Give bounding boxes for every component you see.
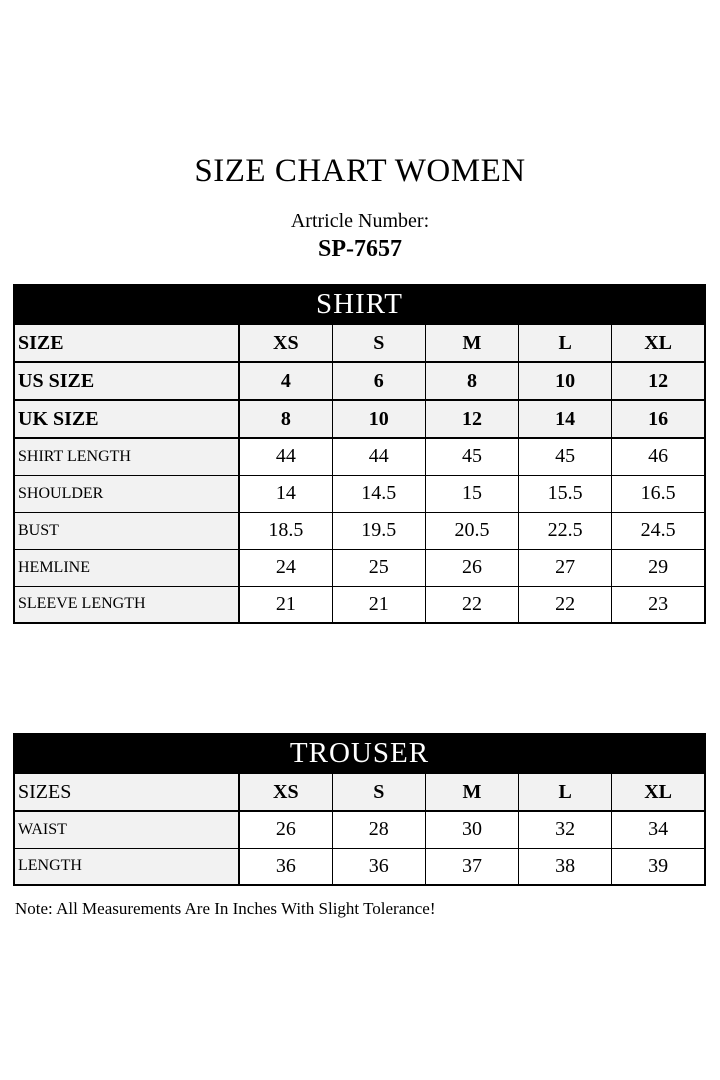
measurement-cell: 36 (239, 848, 332, 885)
size-cell: S (332, 773, 425, 811)
measurement-cell: 28 (332, 811, 425, 848)
measurement-cell: 29 (612, 549, 705, 586)
measurement-cell: 45 (425, 438, 518, 475)
measurement-cell: 22 (519, 586, 612, 623)
table-row (14, 475, 705, 512)
measurement-cell: 19.5 (332, 512, 425, 549)
row-label: SIZE (14, 324, 239, 362)
table-row (14, 811, 705, 848)
table-row (14, 400, 705, 438)
measurement-cell: 16.5 (612, 475, 705, 512)
measurement-cell: 39 (612, 848, 705, 885)
table-row (14, 848, 705, 885)
table-row (14, 438, 705, 475)
measurement-cell: 21 (332, 586, 425, 623)
size-cell: XS (239, 324, 332, 362)
table-row (14, 512, 705, 549)
size-cell: 12 (612, 362, 705, 400)
row-label: SHIRT LENGTH (14, 438, 239, 475)
table-row (14, 549, 705, 586)
measurement-cell: 21 (239, 586, 332, 623)
table-row (14, 362, 705, 400)
measurements-note: Note: All Measurements Are In Inches With Slight Tolerance! (15, 899, 436, 918)
measurement-cell: 27 (519, 549, 612, 586)
row-label: SLEEVE LENGTH (14, 586, 239, 623)
size-cell: 10 (519, 362, 612, 400)
measurement-cell: 25 (332, 549, 425, 586)
row-label: WAIST (14, 811, 239, 848)
page-title: SIZE CHART WOMEN (194, 153, 526, 189)
table-row (14, 586, 705, 623)
size-cell: M (425, 773, 518, 811)
size-cell: 10 (332, 400, 425, 438)
size-cell: 8 (425, 362, 518, 400)
size-cell: M (425, 324, 518, 362)
measurement-cell: 46 (612, 438, 705, 475)
size-cell: S (332, 324, 425, 362)
size-cell: 12 (425, 400, 518, 438)
shirt-table-header-row (14, 285, 705, 324)
row-label: HEMLINE (14, 549, 239, 586)
article-number-label: Artricle Number: (290, 210, 430, 232)
row-label: BUST (14, 512, 239, 549)
size-cell: L (519, 773, 612, 811)
measurement-cell: 44 (239, 438, 332, 475)
measurement-cell: 34 (612, 811, 705, 848)
measurement-cell: 32 (519, 811, 612, 848)
size-cell: XL (612, 324, 705, 362)
measurement-cell: 23 (612, 586, 705, 623)
trouser-table-header-row (14, 734, 705, 773)
row-label: SHOULDER (14, 475, 239, 512)
measurement-cell: 14 (239, 475, 332, 512)
measurement-cell: 15.5 (519, 475, 612, 512)
size-cell: 8 (239, 400, 332, 438)
measurement-cell: 24.5 (612, 512, 705, 549)
size-cell: 6 (332, 362, 425, 400)
measurement-cell: 26 (239, 811, 332, 848)
shirt-table-title: SHIRT (14, 285, 705, 324)
measurement-cell: 38 (519, 848, 612, 885)
measurement-cell: 22.5 (519, 512, 612, 549)
trouser-size-table (13, 733, 706, 886)
size-cell: 4 (239, 362, 332, 400)
row-label: US SIZE (14, 362, 239, 400)
size-cell: 16 (612, 400, 705, 438)
table-row (14, 324, 705, 362)
size-cell: 14 (519, 400, 612, 438)
measurement-cell: 30 (425, 811, 518, 848)
measurement-cell: 36 (332, 848, 425, 885)
measurement-cell: 22 (425, 586, 518, 623)
size-cell: XL (612, 773, 705, 811)
table-row (14, 773, 705, 811)
shirt-size-table (13, 284, 706, 624)
measurement-cell: 15 (425, 475, 518, 512)
measurement-cell: 37 (425, 848, 518, 885)
measurement-cell: 18.5 (239, 512, 332, 549)
measurement-cell: 44 (332, 438, 425, 475)
row-label: LENGTH (14, 848, 239, 885)
measurement-cell: 26 (425, 549, 518, 586)
article-number-value: SP-7657 (318, 236, 402, 262)
size-cell: L (519, 324, 612, 362)
size-cell: XS (239, 773, 332, 811)
measurement-cell: 20.5 (425, 512, 518, 549)
measurement-cell: 45 (519, 438, 612, 475)
measurement-cell: 14.5 (332, 475, 425, 512)
row-label: SIZES (14, 773, 239, 811)
trouser-table-title: TROUSER (14, 734, 705, 773)
measurement-cell: 24 (239, 549, 332, 586)
row-label: UK SIZE (14, 400, 239, 438)
